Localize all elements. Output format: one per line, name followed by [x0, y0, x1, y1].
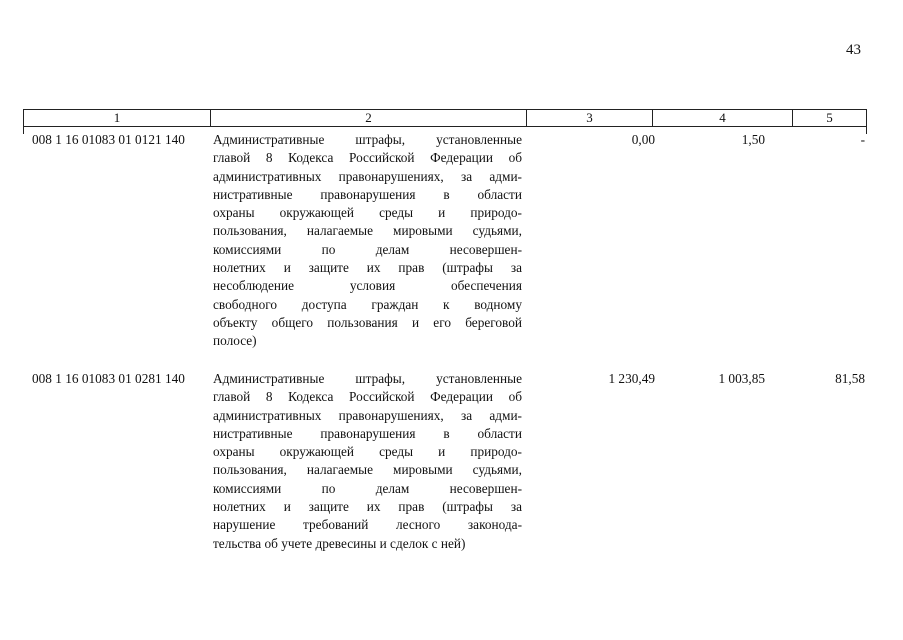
row-col5-value: 81,58 — [835, 371, 865, 386]
description-line: главой 8 Кодекса Российской Федерации об — [213, 150, 522, 166]
header-col-5: 5 — [792, 110, 866, 126]
row-description — [213, 370, 522, 553]
row-col4-value: 1,50 — [741, 132, 765, 147]
description-line: нистративные правонарушения в области — [213, 425, 522, 441]
description-line: Административные штрафы, установленные — [213, 132, 522, 147]
row-code: 008 1 16 01083 01 0281 140 — [32, 371, 185, 386]
description-line: нистративные правонарушения в области — [213, 186, 522, 202]
row-col5-value: - — [860, 132, 865, 147]
header-col-3: 3 — [526, 110, 652, 126]
description-line: Административные штрафы, установленные — [213, 371, 522, 386]
row-col3-value: 1 230,49 — [608, 371, 655, 386]
row-code: 008 1 16 01083 01 0121 140 — [32, 132, 185, 147]
description-line: главой 8 Кодекса Российской Федерации об — [213, 389, 522, 405]
description-line: нолетних и защите их прав (штрафы за — [213, 260, 522, 276]
description-line: свободного доступа граждан к водному — [213, 296, 522, 312]
description-line: пользования, налагаемые мировыми судьями, — [213, 223, 522, 239]
row-description — [213, 131, 522, 351]
row-col4-value: 1 003,85 — [718, 371, 765, 386]
page-number: 43 — [846, 42, 861, 58]
description-line: охраны окружающей среды и природо- — [213, 205, 522, 221]
header-col-4: 4 — [652, 110, 792, 126]
description-line: комиссиями по делам несовершен- — [213, 480, 522, 496]
table-left-border — [23, 126, 24, 134]
table-header-row — [23, 109, 867, 127]
description-line: нарушение требований лесного законода- — [213, 517, 522, 533]
description-line: охраны окружающей среды и природо- — [213, 444, 522, 460]
description-line: несоблюдение условия обеспечения — [213, 278, 522, 294]
table-right-border — [866, 126, 867, 134]
description-line: административных правонарушениях, за адми- — [213, 168, 522, 184]
description-line: пользования, налагаемые мировыми судьями, — [213, 462, 522, 478]
row-col3-value: 0,00 — [631, 132, 655, 147]
header-col-1: 1 — [113, 110, 121, 125]
description-line: полосе) — [213, 333, 257, 349]
header-col-2: 2 — [210, 110, 526, 126]
description-line: нолетних и защите их прав (штрафы за — [213, 499, 522, 515]
description-line: комиссиями по делам несовершен- — [213, 241, 522, 257]
description-line: административных правонарушениях, за адми- — [213, 407, 522, 423]
description-line: объекту общего пользования и его береговой — [213, 314, 522, 330]
description-line: тельства об учете древесины и сделок с ней) — [213, 535, 466, 551]
